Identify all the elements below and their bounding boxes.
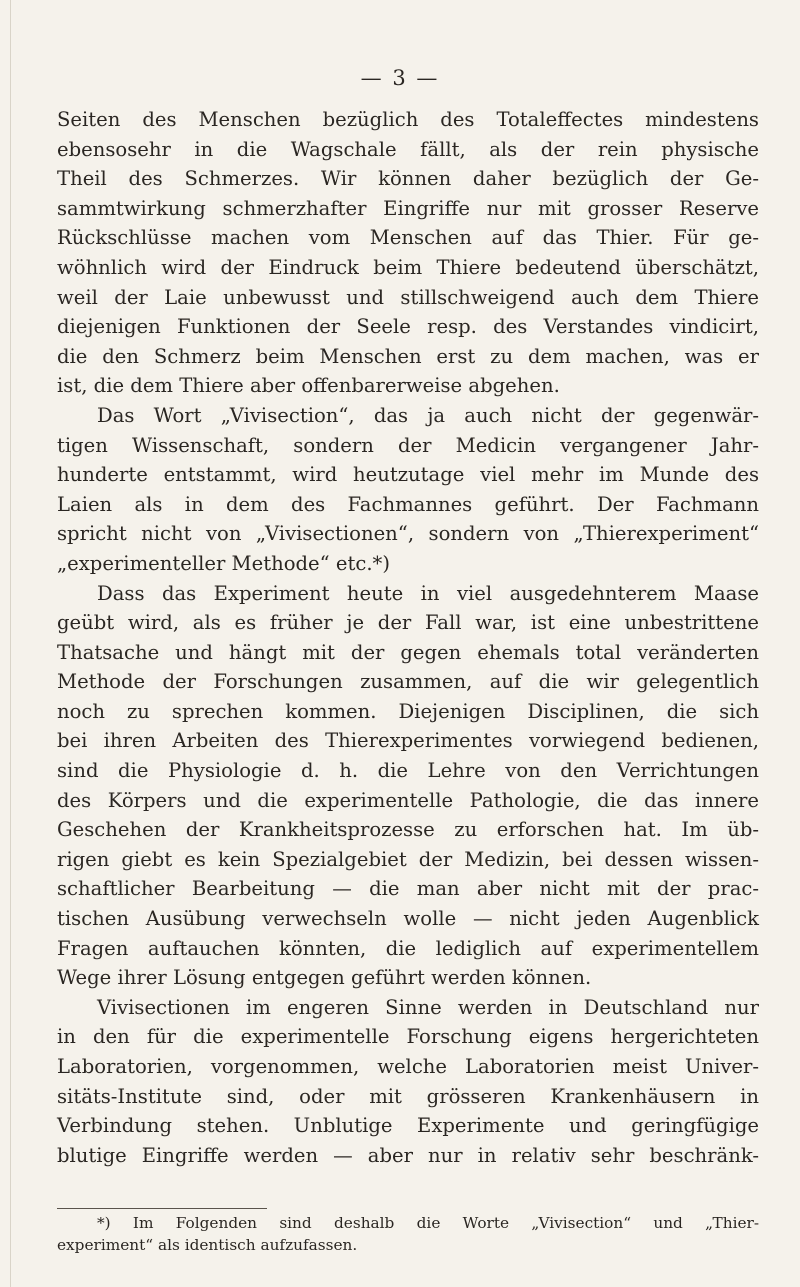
text-line: Methode der Forschungen zusammen, auf die wir gelegentlich: [57, 670, 759, 694]
text-line: rigen giebt es kein Spezialgebiet der Medizin, bei dessen wissen-: [57, 847, 759, 871]
text-line: geübt wird, als es früher je der Fall war, ist eine unbestrittene: [57, 611, 759, 635]
text-line: Verbindung stehen. Unblutige Experimente und geringfügige: [57, 1114, 759, 1138]
paragraph: [57, 105, 759, 401]
page-edge-line: [10, 0, 11, 1287]
text-line: spricht nicht von „Vivisectionen“, sondern von „Thierexperiment“: [57, 522, 759, 546]
text-line: schaftlicher Bearbeitung — die man aber nicht mit der prac-: [57, 877, 759, 901]
text-line: des Körpers und die experimentelle Pathologie, die das innere: [57, 788, 759, 812]
text-line: wöhnlich wird der Eindruck beim Thiere bedeutend überschätzt,: [57, 255, 759, 279]
text-line: Wege ihrer Lösung entgegen geführt werden können.: [57, 966, 592, 990]
paragraph: [57, 401, 759, 579]
text-line: „experimenteller Methode“ etc.*): [57, 551, 390, 575]
text-line: sammtwirkung schmerzhafter Eingriffe nur mit grosser Reserve: [57, 196, 759, 220]
paragraph: [57, 993, 759, 1171]
text-line: tischen Ausübung verwechseln wolle — nicht jeden Augenblick: [57, 907, 759, 931]
text-line: sind die Physiologie d. h. die Lehre von den Verrichtungen: [57, 759, 759, 783]
text-line: Vivisectionen im engeren Sinne werden in Deutschland nur: [97, 995, 759, 1019]
text-line: bei ihren Arbeiten des Thierexperimentes vorwiegend bedienen,: [57, 729, 759, 753]
text-line: tigen Wissenschaft, sondern der Medicin vergangener Jahr-: [57, 433, 759, 457]
body-text: [57, 105, 759, 1170]
text-line: Laboratorien, vorgenommen, welche Laboratorien meist Univer-: [57, 1055, 759, 1078]
text-line: Dass das Experiment heute in viel ausgedehnterem Maase: [97, 581, 759, 605]
text-line: blutige Eingriffe werden — aber nur in relativ sehr beschränk-: [57, 1143, 759, 1167]
text-line: noch zu sprechen kommen. Diejenigen Disciplinen, die sich: [57, 699, 759, 723]
text-line: Das Wort „Vivisection“, das ja auch nicht der gegenwär-: [97, 403, 759, 427]
text-line: die den Schmerz beim Menschen erst zu dem machen, was er: [57, 344, 759, 368]
footnote-line: *) Im Folgenden sind deshalb die Worte „Vivisection“ und „Thier-: [97, 1214, 759, 1232]
text-line: in den für die experimentelle Forschung eigens hergerichteten: [57, 1025, 759, 1049]
text-line: Geschehen der Krankheitsprozesse zu erforschen hat. Im üb-: [57, 818, 759, 842]
text-line: weil der Laie unbewusst und stillschweigend auch dem Thiere: [57, 285, 759, 309]
text-line: Laien als in dem des Fachmannes geführt. Der Fachmann: [57, 492, 759, 516]
text-line: Rückschlüsse machen vom Menschen auf das Thier. Für ge-: [57, 226, 759, 250]
text-line: ebensosehr in die Wagschale fällt, als der rein physische: [57, 137, 759, 161]
text-line: Seiten des Menschen bezüglich des Totaleffectes mindestens: [57, 108, 759, 131]
footnote: [57, 1212, 759, 1256]
text-line: Fragen auftauchen könnten, die lediglich auf experimentellem: [57, 936, 759, 960]
text-line: diejenigen Funktionen der Seele resp. des Verstandes vindicirt,: [57, 315, 759, 339]
text-line: Thatsache und hängt mit der gegen ehemals total veränderten: [57, 640, 759, 664]
footnote-line: experiment“ als identisch aufzufassen.: [57, 1236, 358, 1254]
page-number: — 3 —: [360, 66, 440, 90]
footnote-rule: [57, 1208, 267, 1209]
paragraph: [57, 579, 759, 993]
text-line: ist, die dem Thiere aber offenbarerweise abgehen.: [57, 374, 560, 398]
text-line: hunderte entstammt, wird heutzutage viel mehr im Munde des: [57, 463, 759, 487]
text-line: Theil des Schmerzes. Wir können daher bezüglich der Ge-: [57, 167, 759, 191]
text-line: sitäts-Institute sind, oder mit grösseren Krankenhäusern in: [57, 1084, 759, 1108]
